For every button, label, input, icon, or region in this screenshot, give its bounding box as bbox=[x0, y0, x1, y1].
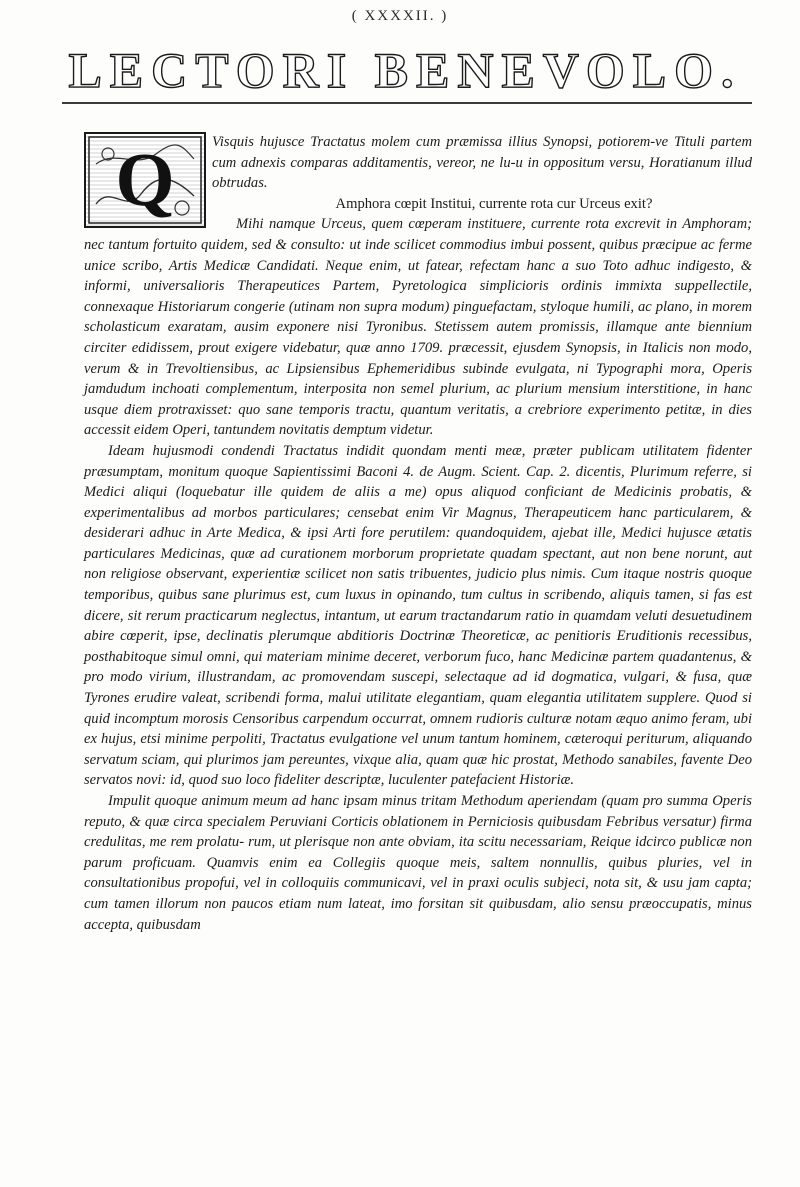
page-number: ( XXXXII. ) bbox=[351, 8, 449, 24]
paragraph-1: Visquis hujusce Tractatus molem cum præmissa illius Synopsi, potiorem-ve Tituli partem cum adnexis comparas additamentis, vereor, ne lu-u in oppositum versu, Horatianum illud obtrudas. bbox=[212, 134, 752, 192]
drop-cap-letter: Q bbox=[115, 137, 175, 222]
paragraph-2: Mihi namque Urceus, quem cœperam instituere, currente rota excrevit in Amphoram; nec tantum fortuito quidem, sed & consulto: ut inde scilicet commodius imbui possent, quibus præcipue ac ferme unice scribo, Artis Medicæ Candidati. Neque enim, ut fatear, refectam hanc a suo Toto adhuc indigesto, & informi, universalioris Therapeutices Partem, Pyretologica simplicioris ordinis immixta suppellectile, connexaque Historiarum congerie (utinam non supra modum) pinguefactam, styloque humili, ac plano, in morem scholasticum exaratam, ausim exponere nisi Tyronibus. Stetissem autem promissis, illamque ante biennium circiter edidissem, prout exigere videbatur, quæ anno 1709. præcessit, ejusdem Synopsis, in Italicis non modo, verum & in Trevoltiensibus, ac Lipsiensibus Ephemeridibus subinde evulgata, ni Typographi mora, Operis jamdudum inchoati complementum, interposita non semel plurium, ac plurium mensium interstitione, in hanc usque diem protraxisset: quo sane temporis tractu, quantum veritatis, a crebriore experimento petitæ, in dies accessit eidem Operi, tantundem novitatis demptum videtur. bbox=[84, 216, 752, 439]
heading-rule bbox=[62, 102, 752, 104]
main-text bbox=[84, 132, 752, 935]
drop-cap-ornament bbox=[84, 132, 206, 228]
paragraph-4: Impulit quoque animum meum ad hanc ipsam minus tritam Methodum aperiendam (quam pro summa Operis reputo, & quæ circa specialem Peruviani Corticis oblationem in Perniciosis quibusdam Febribus versatur) firma credulitas, me rem prolatu- rum, ut plerisque non ante obviam, ita scitu necessariam, Reique idcirco publicæ non parum proficuam. Quamvis enim ea Collegiis quoque meis, saltem nonnullis, quibus pluries, vel in consultationibus propofui, vel in colloquiis communicavi, vel in praxi oculis subjeci, nota sit, & usu jam capta; cum tamen illorum non paucos etiam num lateat, imo forsitan sit quibusdam, alio sensu præoccupatis, minus accepta, quibusdam bbox=[84, 793, 752, 933]
page-heading: LECTORI BENEVOLO. bbox=[68, 42, 742, 98]
verse-quote: Amphora cœpit Institui, currente rota cur Urceus exit? bbox=[335, 195, 653, 212]
paragraph-3: Ideam hujusmodi condendi Tractatus indidit quondam menti meæ, præter publicam utilitatem fidenter præsumptam, monitum quoque Sapientissimi Baconi 4. de Augm. Scient. Cap. 2. dicentis, Plurimum referre, si Medici aliqui (loquebatur ille quidem de aliis a me) opus aliquod conficiant de Medicinis probatis, & experimentalibus ad morbos particulares; censebat enim Vir Magnus, Therapeuticem hanc particularem, & desiderari adhuc in Arte Medica, & ipsi Arti fore perutilem: quandoquidem, ajebat ille, Medici hujusce ætatis particulares Medicinas, quæ ad curationem morborum proprietate quadam spectant, aut non bene norunt, aut non religiose observant, experientiæ scilicet non satis tribuentes, judicio plus nimis. Cum itaque nostris quoque temporibus, quibus sane plurimus est, cum luxus in opinando, tum cultus in scribendo, aliquis tamen, si fas est dicere, sit rerum practicarum neglectus, intantum, ut earum tractandarum ratio in quamdam veluti desuetudinem abire cœperit, ipse, declinatis plerumque abditioris Doctrinæ Theoreticæ, ac penitioris Eruditionis recessibus, posthabitoque simul omni, qui materiam minime deceret, verborum fuco, hanc Medicinæ partem quadantenus, & pro modo virium, illustrandam, ac promovendam suscepi, selectaque ad id dogmatica, vulgari, & fusa, quæ Tyrones erudire valeat, scribendi forma, malui utilitate elegantiam, quam elegantia utilitatem supplere. Quod si quid incomptum morosis Censoribus carpendum occurrat, omnem rudioris culturæ notam æquo animo feram, ubi ex hujus, etsi minime perpoliti, Tractatus evulgatione vel unum tantum hominem, cæteroqui periturum, aliquando servatum sciam, qui plurimos jam pereuntes, vixque alia, quam quæ hic prostat, Methodo sanabiles, favente Deo servatos novi: id, quod suo loco fideliter descriptæ, luculenter patefacient Historiæ. bbox=[84, 442, 752, 789]
